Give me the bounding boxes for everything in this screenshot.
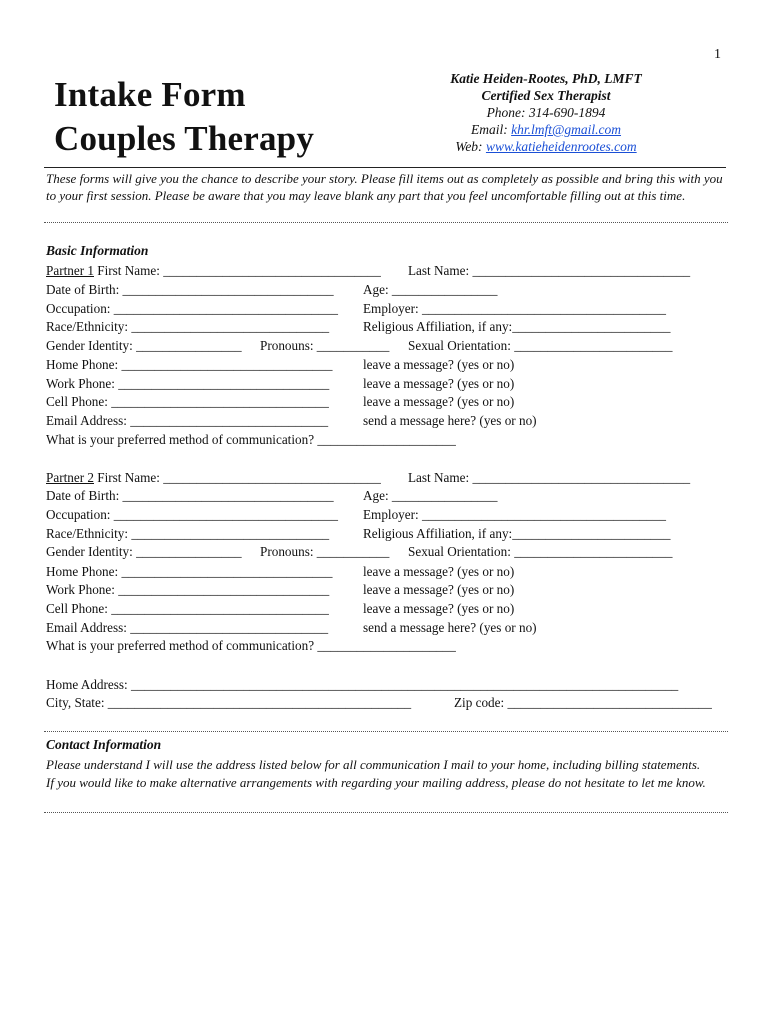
p2-last-name-field[interactable]: Last Name: _________________________________: [408, 470, 691, 485]
p2-cell-phone-field[interactable]: Cell Phone: _________________________________: [46, 601, 329, 616]
p1-employer-field[interactable]: Employer: _____________________________________: [363, 301, 666, 316]
p1-email-field[interactable]: Email Address: ______________________________: [46, 413, 329, 428]
p1-home-msg: leave a message? (yes or no): [363, 357, 515, 372]
p2-gender-row: [46, 543, 673, 560]
therapist-web-line: [396, 138, 696, 155]
basic-info-heading: Basic Information: [46, 243, 149, 258]
city-state-row: [46, 694, 712, 711]
email-label: Email:: [470, 122, 512, 137]
p1-cell-phone-field[interactable]: Cell Phone: _________________________________: [46, 394, 329, 409]
p2-age-field[interactable]: Age: ________________: [363, 488, 498, 503]
p1-gender-row: [46, 337, 673, 354]
p2-email-msg: send a message here? (yes or no): [363, 620, 537, 635]
email-link[interactable]: khr.lmft@gmail.com: [511, 122, 622, 137]
p2-first-name-field[interactable]: First Name: _________________________________: [93, 470, 381, 485]
p1-label: Partner 1: [46, 263, 94, 278]
p1-first-name-field[interactable]: First Name: _________________________________: [93, 263, 381, 278]
page-number: 1: [714, 47, 721, 62]
p2-dob-row: [46, 487, 498, 504]
p1-gender-field[interactable]: Gender Identity: ________________: [46, 338, 242, 353]
city-state-field[interactable]: City, State: ______________________________________________: [46, 695, 412, 710]
intro-divider: [44, 222, 728, 223]
p1-home-phone-row: [46, 356, 515, 373]
p2-name-row: [46, 469, 691, 486]
p1-cell-phone-row: [46, 393, 515, 410]
zip-code-field[interactable]: Zip code: _______________________________: [454, 695, 712, 710]
p1-last-name-field[interactable]: Last Name: _________________________________: [408, 263, 691, 278]
p2-email-field[interactable]: Email Address: ______________________________: [46, 620, 329, 635]
contact-info-heading: Contact Information: [46, 737, 162, 752]
p1-orientation-field[interactable]: Sexual Orientation: ________________________: [408, 338, 673, 353]
p2-occupation-row: [46, 506, 666, 523]
therapist-credential: Certified Sex Therapist: [481, 88, 611, 103]
form-subtitle: Couples Therapy: [54, 119, 315, 158]
p2-cell-phone-row: [46, 600, 515, 617]
intro-text: These forms will give you the chance to describe your story. Please fill items out as completely as possible and bring this with you to your first session. Please be aware that you may leave blank any part that you feel uncomfortable filling out at this time.: [46, 171, 723, 203]
p1-dob-field[interactable]: Date of Birth: ________________________________: [46, 282, 334, 297]
p1-name-row: [46, 262, 691, 279]
p2-religion-field[interactable]: Religious Affiliation, if any:________________________: [363, 526, 671, 541]
p2-home-phone-field[interactable]: Home Phone: ________________________________: [46, 564, 333, 579]
header-divider: [44, 167, 726, 168]
p1-work-msg: leave a message? (yes or no): [363, 376, 515, 391]
p2-work-msg: leave a message? (yes or no): [363, 582, 515, 597]
therapist-name: Katie Heiden-Rootes, PhD, LMFT: [450, 71, 642, 86]
therapist-contact-block: [396, 70, 696, 155]
p1-email-row: [46, 412, 537, 429]
p1-occupation-field[interactable]: Occupation: __________________________________: [46, 301, 338, 316]
p1-religion-field[interactable]: Religious Affiliation, if any:________________________: [363, 319, 671, 334]
home-address-field[interactable]: Home Address: ___________________________________________________________________________________: [46, 677, 679, 692]
form-title: Intake Form: [54, 75, 246, 114]
p2-pronouns-field[interactable]: Pronouns: ___________: [260, 544, 390, 559]
therapist-phone: Phone: 314-690-1894: [486, 105, 606, 120]
therapist-email-line: [396, 121, 696, 138]
p1-work-phone-row: [46, 375, 515, 392]
p2-cell-msg: leave a message? (yes or no): [363, 601, 515, 616]
p1-email-msg: send a message here? (yes or no): [363, 413, 537, 428]
p2-home-msg: leave a message? (yes or no): [363, 564, 515, 579]
p2-orientation-field[interactable]: Sexual Orientation: ________________________: [408, 544, 673, 559]
p1-home-phone-field[interactable]: Home Phone: ________________________________: [46, 357, 333, 372]
p2-label: Partner 2: [46, 470, 94, 485]
contact-divider-top: [44, 731, 728, 732]
p2-email-row: [46, 619, 537, 636]
contact-info-note: Please understand I will use the address listed below for all communication I mail to your home, including billing statements. If you would like to make alternative arrangements with regarding your mailing address, please do not hesitate to let me know.: [46, 757, 706, 790]
p1-race-row: [46, 318, 671, 335]
p2-race-row: [46, 525, 671, 542]
p2-work-phone-field[interactable]: Work Phone: ________________________________: [46, 582, 330, 597]
p2-race-field[interactable]: Race/Ethnicity: ______________________________: [46, 526, 330, 541]
p2-occupation-field[interactable]: Occupation: __________________________________: [46, 507, 338, 522]
p1-pref-field[interactable]: What is your preferred method of communication? _____________________: [46, 432, 456, 447]
p1-cell-msg: leave a message? (yes or no): [363, 394, 515, 409]
p1-work-phone-field[interactable]: Work Phone: ________________________________: [46, 376, 330, 391]
p2-pref-row: [46, 637, 456, 654]
p2-pref-field[interactable]: What is your preferred method of communication? _____________________: [46, 638, 456, 653]
website-link[interactable]: www.katieheidenrootes.com: [485, 139, 637, 154]
contact-divider-bottom: [44, 812, 728, 813]
p1-age-field[interactable]: Age: ________________: [363, 282, 498, 297]
p1-pronouns-field[interactable]: Pronouns: ___________: [260, 338, 390, 353]
p1-race-field[interactable]: Race/Ethnicity: ______________________________: [46, 319, 330, 334]
home-address-row: [46, 676, 678, 693]
p1-pref-row: [46, 431, 456, 448]
p2-work-phone-row: [46, 581, 515, 598]
p1-dob-row: [46, 281, 498, 298]
p2-home-phone-row: [46, 563, 515, 580]
p2-gender-field[interactable]: Gender Identity: ________________: [46, 544, 242, 559]
p2-employer-field[interactable]: Employer: _____________________________________: [363, 507, 666, 522]
p1-occupation-row: [46, 300, 666, 317]
web-label: Web:: [455, 139, 486, 154]
p2-dob-field[interactable]: Date of Birth: ________________________________: [46, 488, 334, 503]
